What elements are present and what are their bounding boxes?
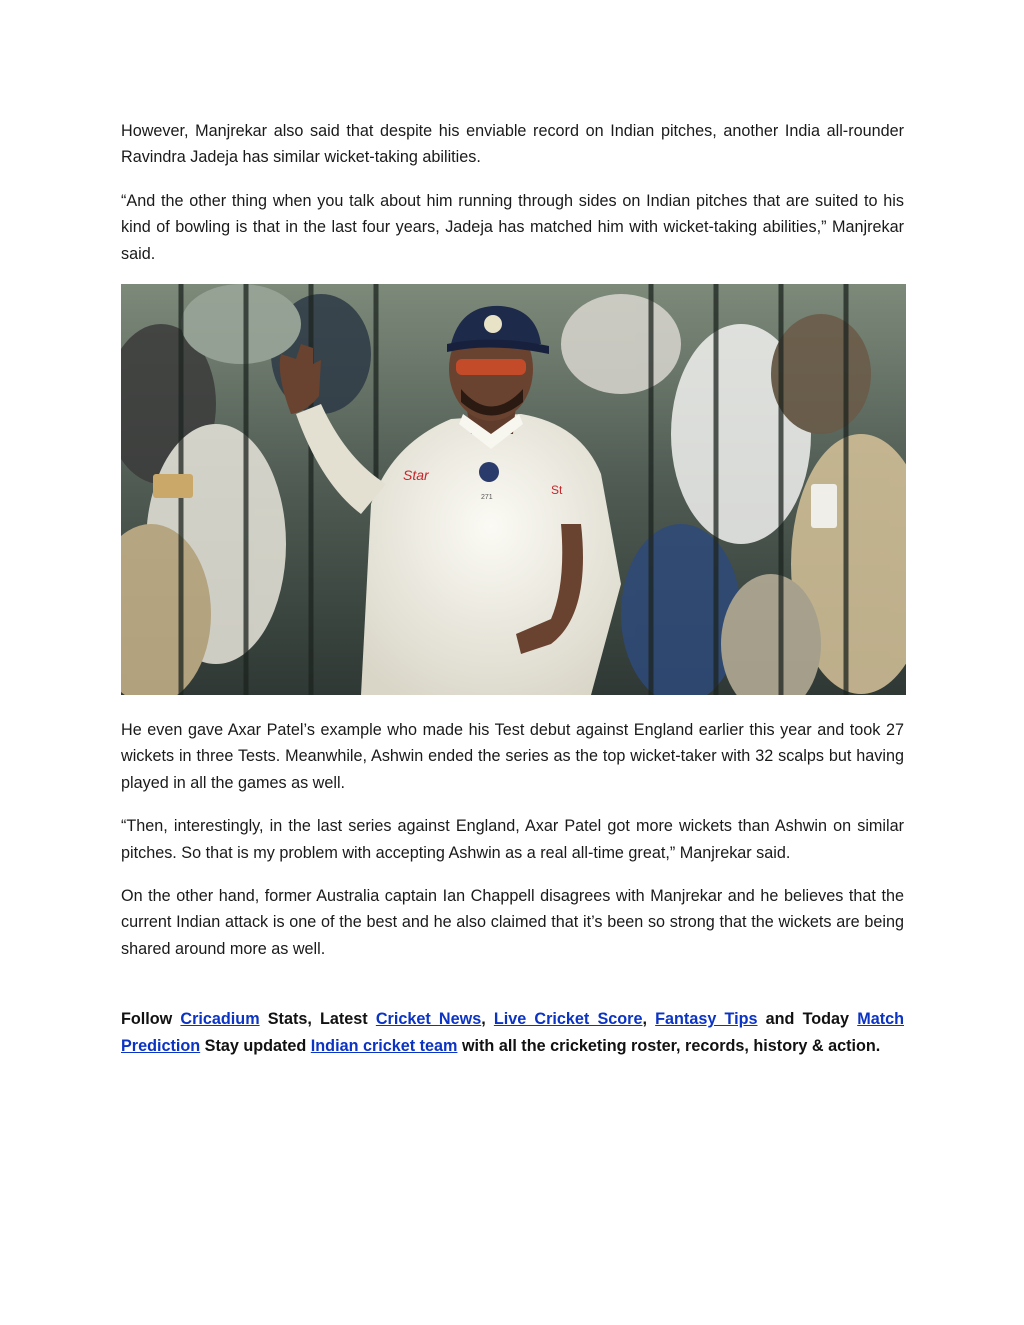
link-cricadium[interactable]: Cricadium xyxy=(180,1010,260,1029)
follow-footer xyxy=(121,1006,904,1059)
footer-text-follow: Follow xyxy=(121,1010,181,1029)
link-fantasy-tips[interactable]: Fantasy Tips xyxy=(655,1010,758,1029)
link-indian-cricket-team[interactable]: Indian cricket team xyxy=(310,1036,458,1055)
ashwin-waving-photo xyxy=(121,284,906,695)
shirt-number: 271 xyxy=(481,494,493,502)
article-photo xyxy=(121,284,906,695)
footer-text-roster: with all the cricketing roster, records, history & action. xyxy=(457,1036,881,1055)
footer-text-stay-updated: Stay updated xyxy=(200,1036,311,1055)
paragraph-manjrekar-jadeja: However, Manjrekar also said that despite his enviable record on Indian pitches, another India all-rounder Ravindra Jadeja has similar wicket-taking abilities. xyxy=(121,122,904,167)
jersey-star-logo: Star xyxy=(403,467,429,484)
footer-text-today: and Today xyxy=(757,1010,858,1029)
paragraph-chappell: On the other hand, former Australia captain Ian Chappell disagrees with Manjrekar and he believes that the current Indian attack is one of the best and he also claimed that it’s been so strong that the wickets are being shared around more as well. xyxy=(121,887,904,958)
footer-comma-1: , xyxy=(481,1010,494,1029)
jersey-star-logo-right: St xyxy=(551,483,563,498)
paragraph-axar-quote: “Then, interestingly, in the last series against England, Axar Patel got more wickets than Ashwin on similar pitches. So that is my problem with accepting Ashwin as a real all-time great,” Manjrekar said. xyxy=(121,817,904,862)
article-body xyxy=(121,118,904,1075)
paragraph-manjrekar-quote: “And the other thing when you talk about him running through sides on Indian pitches that are suited to his kind of bowling is that in the last four years, Jadeja has matched him with wicket-taking abilities,” Manjrekar said. xyxy=(121,191,904,263)
paragraph-axar-example: He even gave Axar Patel’s example who made his Test debut against England earlier this year and took 27 wickets in three Tests. Meanwhile, Ashwin ended the series as the top wicket-taker with 32 scalps but having played in all the games as well. xyxy=(121,721,904,792)
footer-comma-2: , xyxy=(642,1010,656,1029)
link-match-prediction[interactable]: Match Prediction xyxy=(121,1010,905,1055)
link-cricket-news[interactable]: Cricket News xyxy=(375,1010,482,1029)
link-live-cricket-score[interactable]: Live Cricket Score xyxy=(493,1010,643,1029)
footer-text-stats: Stats, Latest xyxy=(259,1010,376,1029)
